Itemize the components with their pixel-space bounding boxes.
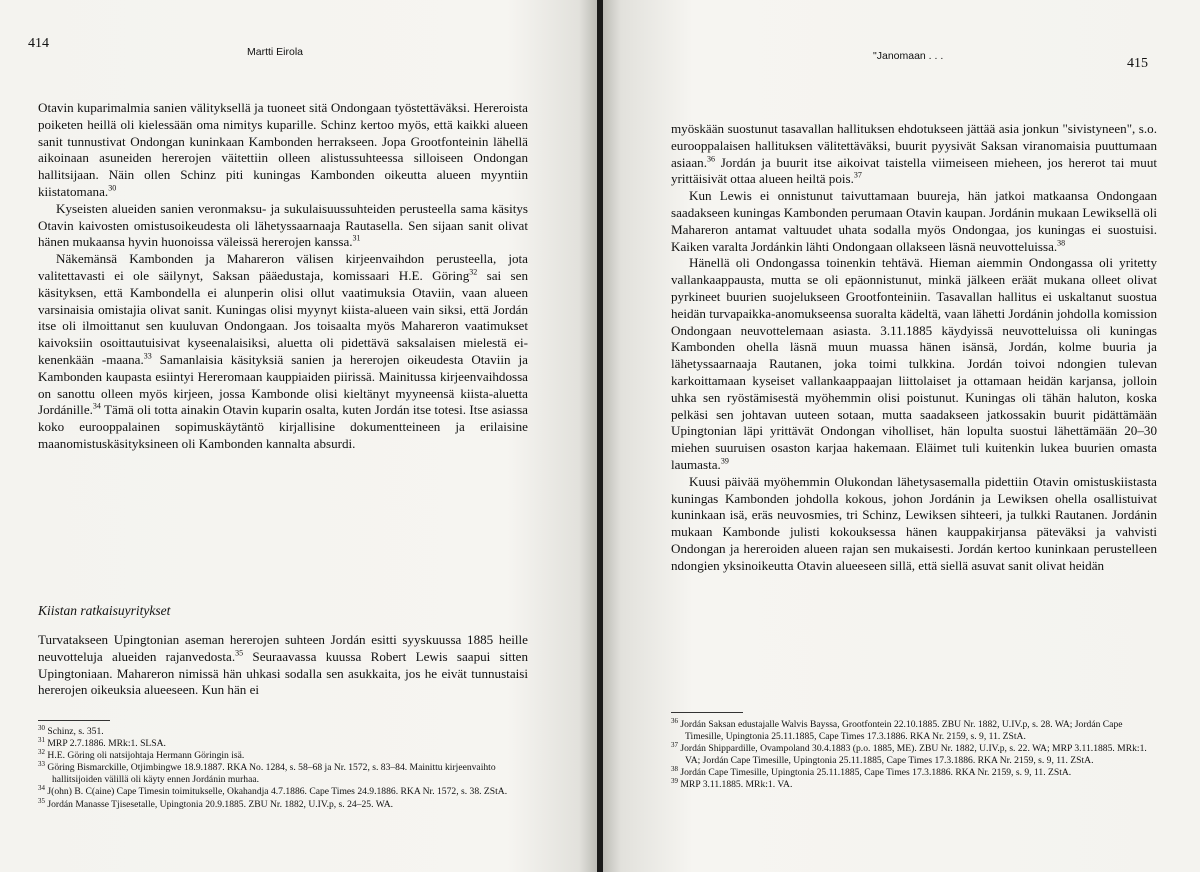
paragraph: Näkemänsä Kambonden ja Mahareron välisen kirjeenvaihdon perusteella, jota valitettavasti ei ole säilynyt, Saksan pääedustaja, komissaari H.E. Göring$^{32}$ sai sen käsityksen, että Kambondella ei alunperin olisi ollut vaatimuksia Otaviin, vaan alueen varsinaisia omistajia olivat sanit. Kuningas olisi myynyt kiista-alueen vain siksi, että Jordán itse oli ilmoittanut sen kuuluvan Ondongaan. Jos toisaalta myös Mahareron vaatimukset kaivoksiin osoittautuisivat kyseenalaisiksi, aluetta oli pidettävä saksalaisen mielestä ei-kenenkään -maana.$^{33}$ Samanlaisia käsityksiä sanien ja hererojen oikeudesta Otaviin ja Kambonden kaupasta esiintyi Hereromaan kauppiaiden piirissä. Mainitussa kirjeenvaihdossa on sanottu olleen myös kirjeen, jossa Kambonde olisi kieltänyt myyneensä kiista-aluetta Jordánille.$^{34}$ Tämä oli totta ainakin Otavin kuparin osalta, kuten Jordán itse totesi. Itse asiassa koko eurooppalainen sopimuskäytäntö kirjallisine dokumentteineen ja erilaisine maanomistuskäsityksineen oli Kambonden kannalta absurdi. [38,251,528,451]
footnote-ref: 36 [707,154,715,164]
footnote-ref: 31 [352,234,361,244]
footnote: $^{34}$ J(ohn) B. C(aine) Cape Timesin toimitukselle, Okahandja 4.7.1886. Cape Times 24.9.1886. RKA Nr. 1572, s. 38. ZStA. [38,784,508,798]
footnote: $^{39}$ MRP 3.11.1885. MRk:1. VA. [671,777,793,791]
running-head: "Janomaan . . . [873,50,944,62]
footnote: $^{35}$ Jordán Manasse Tjisesetalle, Upingtonia 20.9.1885. ZBU Nr. 1882, U.IV.p, s. 24–25. WA. [38,796,394,810]
section-text [38,632,528,699]
footnote-ref: 37 [853,171,862,181]
running-head: Martti Eirola [247,46,304,58]
paragraph: Hänellä oli Ondongassa toinenkin tehtävä. Hieman aiemmin Ondongassa oli yritetty vallankaappausta, mutta se oli epäonnistunut, minkä jälkeen eräät mukana olleet olivat pyrkineet buurien suojelukseen Grootfonteiniin. Tasavallan hallitus ei uskaltanut suostua heidän turvapaikka-anomukseensa suoralta kädeltä, vaan lähetti Jordánin johdolla komission Ondongaan neuvottelemaan asiasta. 3.11.1885 käydyissä neuvotteluissa oli kuningas Kambonden ohella läsnä muun muassa hänen isänsä, Jordán, kolme buuria ja lähetyssaarnaaja Rautanen, joka toimi tulkkina. Jordán toivoi ndongien tulevan karkoittamaan kyseiset vallankaappaajan liittolaiset ja ottamaan heidän karjansa, jolloin uhka sen ryöstämisestä myöhemmin olisi poistunut. Kuningas oli tähän haluton, koska pelkäsi sen johtavan uuteen sotaan, mutta saadakseen jatkossakin buurit pidättämään Upingtonian läpi yrittävät Ondongan viholliset, hän lopulta suostui lähettämään 20–30 miehen suuruisen osaston karjaa hakemaan. Eläimet tuli kuitenkin lukea buurien omasta laumasta.$^{39}$ [671,255,1157,472]
right-page [603,0,1200,872]
paragraph: Kyseisten alueiden sanien veronmaksu- ja sukulaisuussuhteiden perusteella sama käsitys Otavin kaivosten omistusoikeudesta oli lähetyssaarnaaja Rautasella. Sen sijaan sanit olivat hänen mukaansa hyvin huonoissa väleissä hererojen kanssa.$^{31}$ [38,200,528,250]
left-page [0,0,597,872]
footnote: $^{30}$ Schinz, s. 351. [38,723,104,737]
paragraph: Turvatakseen Upingtonian aseman hererojen suhteen Jordán esitti syyskuussa 1885 heille neuvotteluja alueiden rajanvedosta.$^{35}$ Seuraavassa kuussa Robert Lewis saapui sitten Upingtoniaan. Mahareron nimissä hän uhkasi sodalla sen asukkaita, jos he eivät tunnustaisi hererojen oikeuksia alueeseen. Kun hän ei [38,632,528,698]
footnote-ref: 30 [108,183,117,193]
section-heading: Kiistan ratkaisuyritykset [38,603,171,618]
page-number: 415 [1127,56,1148,71]
paragraph: Kun Lewis ei onnistunut taivuttamaan buureja, hän jatkoi matkaansa Ondongaan saadakseen kuningas Kambonden perumaan Otavin kaupan. Jordánin mukaan Lewiksellä oli Mahareron antamat valtuudet uhata sodalla myös Ondongaa, jos kuningas ei suostuisi. Kaiken varalta Jordánkin lähti Ondongaan ollakseen läsnä neuvotteluissa.$^{38}$ [671,188,1157,254]
footnote-rule [38,720,110,721]
body-text [671,121,1157,575]
paragraph: Otavin kuparimalmia sanien välityksellä ja tuoneet sitä Ondongaan työstettäväksi. Hereroista poiketen heillä oli kielessään oma nimitys kuparille. Schinz kertoo myös, että kaikki alueen sanit tunnustivat Ondongan kuninkaan Kambonden herrakseen. Jopa Grootfonteinin lähellä aikoinaan asuneiden hererojen väitettiin olleen alistussuhteessa silloiseen Ondongan hallitsijaan. Näin ollen Schinz piti kuningas Kambonden oikeutta alueen myyntiin kiistatomana.$^{30}$ [38,100,528,199]
footnote-ref: 32 [469,267,478,277]
footnote-ref: 38 [1057,238,1066,248]
paragraph: Kuusi päivää myöhemmin Olukondan lähetysasemalla pidettiin Otavin omistuskiistasta kuningas Kambonden johdolla kokous, johon Jordánin ja Lewiksen ohella osallistuivat kuninkaan isä, eräs neuvosmies, tri Schinz, Lewiksen sihteeri, ja tulkki Rautanen. Jordánin mukaan Kambonde julisti kokouksessa hänen kauppakirjansa päteväksi ja vahvisti Ondongan ja hereroiden alueen rajan sen mukaisesti. Jordán kertoo kuninkaan perustelleen ndongien yksinoikeutta Otavin alueeseen sillä, että siellä asuvat sanit olivat heidän [671,473,1157,573]
footnote: $^{33}$ Göring Bismarckille, Otjimbingwe 18.9.1887. RKA No. 1284, s. 58–68 ja Nr. 1572, s. 83–84. Mainittu kirjeenvaihto hallitsijoiden välillä oli käyty ennen Jordánin murhaa. [38,760,496,786]
footnote-ref: 39 [720,456,729,466]
footnote-ref: 35 [235,648,244,658]
footnote-ref: 34 [92,401,101,411]
paragraph: myöskään suostunut tasavallan hallituksen ehdotukseen jättää asia jonkun "sivistyneen", s.o. eurooppalaisen hallituksen välitettäväksi, buurit pyysivät Saksan viranomaisia puuttumaan asiaan.$^{36}$ Jordán ja buurit itse aikoivat taistella viimeiseen mieheen, jos hererot tai muut yrittäisivät ottaa alueen heiltä pois.$^{37}$ [671,121,1157,187]
page-number: 414 [28,36,49,51]
footnotes [671,716,1157,792]
footnote: $^{32}$ H.E. Göring oli natsijohtaja Hermann Göringin isä. [38,748,245,762]
footnote-rule [671,712,743,713]
footnotes [38,723,528,811]
footnote: $^{36}$ Jordán Saksan edustajalle Walvis Bayssa, Grootfontein 22.10.1885. ZBU Nr. 1882, U.IV.p, s. 28. WA; Jordán Cape Timesille, Upingtonia 25.11.1885, Cape Times 17.3.1886. RKA Nr. 2159, s. 9, 11. ZStA. [671,716,1123,743]
footnote-ref: 33 [143,351,152,361]
footnote: $^{31}$ MRP 2.7.1886. MRk:1. SLSA. [38,735,166,750]
footnote: $^{38}$ Jordán Cape Timesille, Upingtonia 25.11.1885, Cape Times 17.3.1886. RKA Nr. 2159, s. 9, 11. ZStA. [671,765,1072,779]
footnote: $^{37}$ Jordán Shippardille, Ovampoland 30.4.1883 (p.o. 1885, ME). ZBU Nr. 1882, U.IV.p, s. 22. WA; MRP 3.11.1885. MRk:1. VA; Jordán Cape Timesille, Upingtonia 25.11.1885, Cape Times 17.3.1886. RKA Nr. 2159, s. 9, 11. ZStA. [671,741,1147,767]
body-text [38,100,528,453]
